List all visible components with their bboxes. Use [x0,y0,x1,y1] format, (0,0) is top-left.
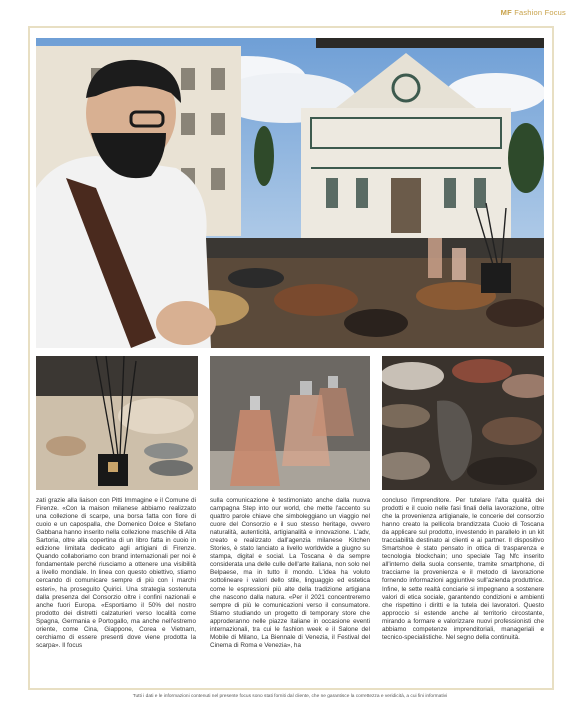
photo-diffuser [36,356,198,490]
brand-label: MF [500,8,512,17]
page-header [501,8,566,17]
photo-leather [382,356,544,490]
text-column-1: zati grazie alla liaison con Pitti Immagine e il Comune di Firenze. «Con la maison milanese abbiamo realizzato una collezione di scarpe, una borsa fatta con fiore di cuoio e un capospalla, che Domenico Dolce e Stefano Gabbana hanno inserito nella collezione maschile di Alta Sartoria, oltre alla copertina di un libro fatta in cuoio in edizione limitata dedicato agli artigiani di Firenze. Quando collaboriamo con brand internazionali per noi è fondamentale perché riusciamo a ottenere una visibilità a livello mondiale. In linea con questo obiettivo, stiamo cercando di comunicare sempre di più con i marchi esteri», ha proseguito Quirici. Una strategia sostenuta dalla presenza del Consorzio oltre i confini nazionali e anche fuori Europa. «Esportiamo il 50% del nostro prodotto dei distretti calzaturieri verso località come Spagna, Germania e Portogallo, ma anche nell'estremo oriente, come Cina, Giappone, Corea e Vietnam, cerchiamo di essere presenti dove viene prodotta la scarpa». Il focus [36,497,196,649]
main-photo [36,38,544,348]
section-label: Fashion Focus [514,8,566,17]
footnote: Tutti i dati e le informazioni contenuti nel presente focus sono stati forniti dal cliente, che ne garantisce la correttezza e veridicità, a cui fini informativi [132,694,448,699]
text-column-3: concluso l'imprenditore. Per tutelare l'alta qualità dei prodotti e il cuoio nelle fasi finali della lavorazione, oltre che la provenienza artigianale, le concerie del consorzio hanno creato la pellicola brandizzata Cuoio di Toscana da applicare sul prodotto, investendo in parallelo in un kit tracciabilità destinato ai clienti e ai partner. Il dispositivo Smartshoe è stato pensato in ottica di trasparenza e tecnologia blockchain; uno speciale Tag Nfc inserito all'interno della suola consente, tramite smartphone, di tracciarne la provenienza e il metodo di lavorazione fornendo informazioni aggiuntive sull'azienda produttrice. Infine, le sette realtà conciarie si impegnano a sostenere valori di etica sociale, garantendo condizioni e ambienti che rispettino i diritti e la tutela dei lavoratori. Questo approccio si estende anche al territorio circostante, mirando a formare e valorizzare nuovi professionisti che abbiamo competenze imprenditoriali, manageriali e tecnico-specialistiche. Nel segno della continuità. [382,497,544,641]
photo-bottles [210,356,370,490]
text-column-2: sulla comunicazione è testimoniato anche dalla nuova campagna Step into our world, che mette l'accento su quattro parole chiave che simboleggiano un viaggio nel cuore del Consorzio e il suo stesso heritage, ovvero naturalità, autenticità, artigianalità e innovazione. L'adv, creato e realizzato dall'agenzia milanese Kitchen Stories, è stato lanciato a livello worldwide a giugno su stampa, digital e social. La Toscana è da sempre considerata una delle culle dell'arte italiana, non solo nel Belpaese, ma in tutto il mondo. L'idea ha voluto sottolineare i valori dello stile, linguaggio ed estetica come le espressioni più alte della tradizione artigiana che nascono dalla natura. «Per il 2021 concentreremo sempre di più le comunicazioni verso il consumatore. Stiamo studiando un progetto di temporary store che approderanno nelle piazze italiane in occasione eventi internazionali, tra cui le fashion week e il Salone del Mobile di Milano, La Biennale di Venezia, il Festival del Cinema di Roma e Venezia», ha [210,497,370,649]
